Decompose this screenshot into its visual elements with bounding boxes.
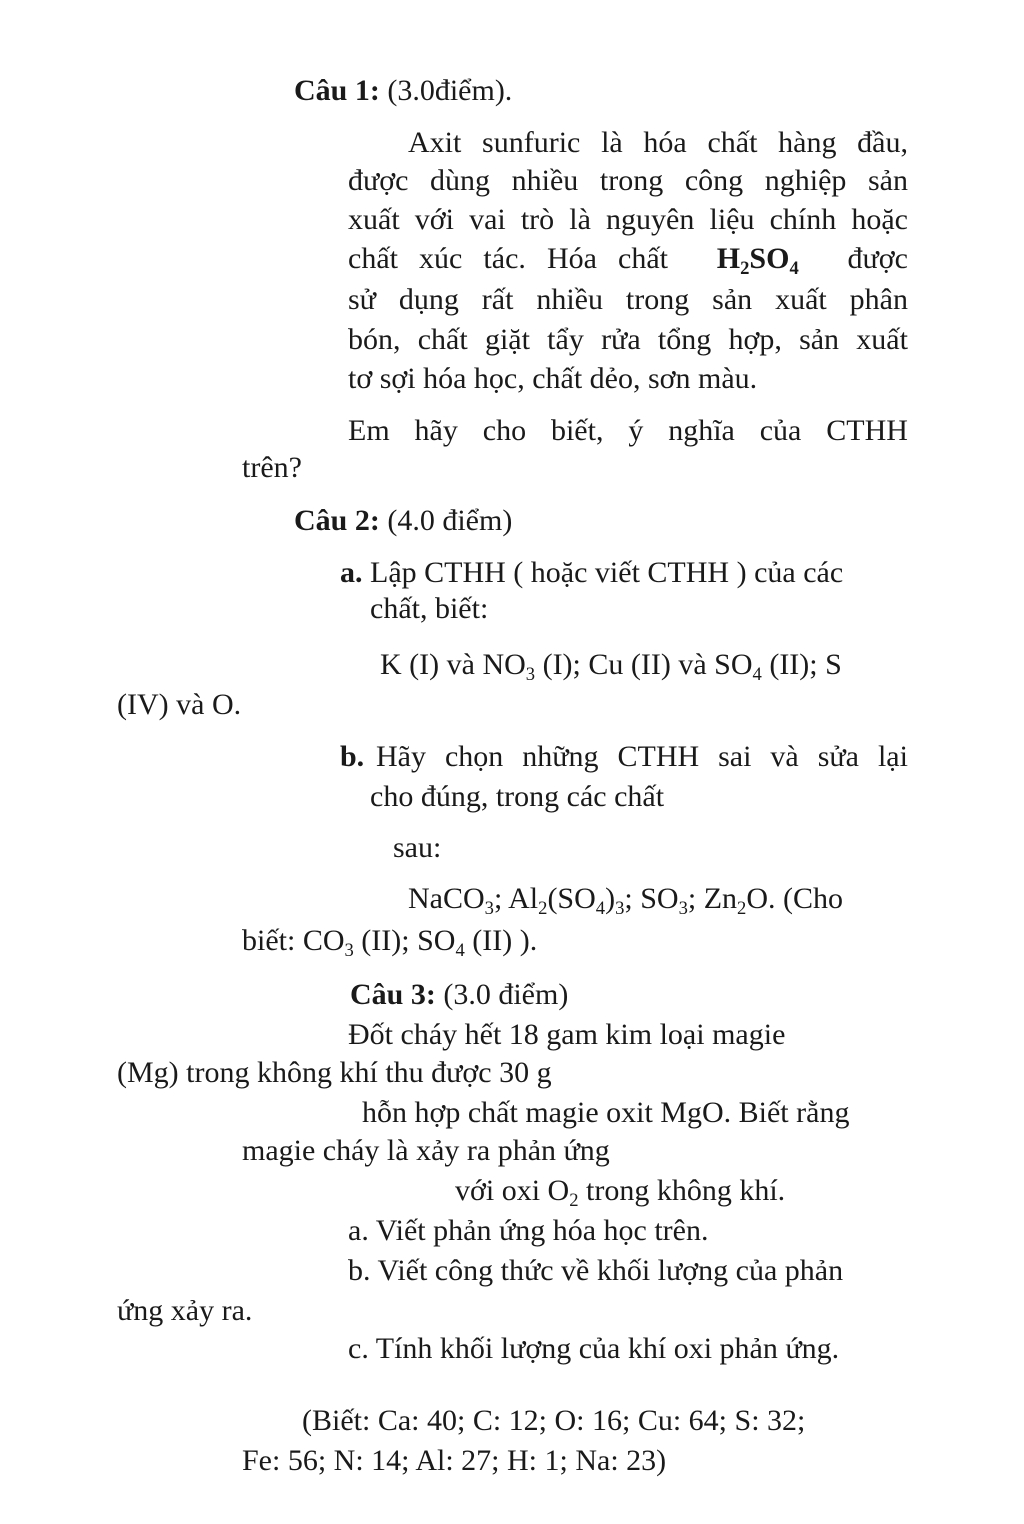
q1-word: công xyxy=(684,164,744,197)
q2-b-line-2: cho đúng, trong các chất xyxy=(370,780,665,813)
q3-part-c: c. Tính khối lượng của khí oxi phản ứng. xyxy=(348,1332,840,1365)
q1-word: chất xyxy=(348,242,398,275)
q1-word: xuất xyxy=(348,203,400,236)
q1-word: giặt xyxy=(484,323,530,356)
q1-word: tẩy xyxy=(547,323,584,356)
q1-after-formula: được xyxy=(847,242,908,275)
q3-line-3: hỗn hợp chất magie oxit MgO. Biết rằng xyxy=(362,1096,850,1129)
q1-word: sản xyxy=(712,283,753,316)
q1-word: trò xyxy=(520,203,555,236)
q1-word: đầu, xyxy=(857,126,908,159)
q1-word: xuất xyxy=(775,283,827,316)
q3-part-a: a. Viết phản ứng hóa học trên. xyxy=(348,1214,709,1247)
q1-question-word: biết, xyxy=(550,414,604,447)
q1-question-word: CTHH xyxy=(826,414,908,447)
q3-line-5: với oxi $O_2$ trong không khí. xyxy=(455,1174,786,1211)
q1-word: hoặc xyxy=(851,203,908,236)
q1-line-3 xyxy=(348,205,908,235)
q2-label: Câu 2: xyxy=(294,504,380,537)
q1-question-word: hãy xyxy=(414,414,458,447)
q2-b-words xyxy=(376,742,908,772)
q2-b-note: biết: $CO_3$ (II); $SO_4$ (II) ). xyxy=(242,924,538,961)
q1-word: xuất xyxy=(856,323,908,356)
q2-b-word: sửa xyxy=(817,740,859,773)
atomic-masses-line-1: (Biết: Ca: 40; C: 12; O: 16; Cu: 64; S: 32; xyxy=(302,1404,806,1437)
q1-word: rửa xyxy=(601,323,641,356)
q1-word: sản xyxy=(867,164,908,197)
q3-part-b: b. Viết công thức về khối lượng của phản xyxy=(348,1254,844,1287)
q1-word: trong xyxy=(599,164,664,197)
q2-b-word: lại xyxy=(877,740,908,773)
q1-word: nhiều xyxy=(511,164,579,197)
q1-line-7: tơ sợi hóa học, chất dẻo, sơn màu. xyxy=(348,362,758,395)
q1-word: dụng xyxy=(398,283,459,316)
q3-line-4: magie cháy là xảy ra phản ứng xyxy=(242,1134,610,1167)
q1-line-formula xyxy=(348,242,908,279)
q1-word: nhiều xyxy=(536,283,603,316)
q2-b-list: NaCO$_3$; $Al_2(SO_4)_3$; $SO_3$; $Zn_2O$. (Cho xyxy=(408,882,843,919)
q1-formula: $H_2SO_4$ xyxy=(716,242,799,279)
q2-b-line-3: sau: xyxy=(393,831,442,864)
q1-word: Hóa xyxy=(546,242,597,275)
q1-word: xúc xyxy=(419,242,463,275)
q1-question-end: trên? xyxy=(242,451,302,484)
q1-line-2 xyxy=(348,166,908,196)
q2-b-word: chọn xyxy=(444,740,504,773)
q1-question-word: của xyxy=(759,414,802,447)
q1-word: sunfuric xyxy=(482,126,581,159)
q1-word: sử xyxy=(348,283,376,316)
q3-part-b-end: ứng xảy ra. xyxy=(117,1294,253,1327)
q1-word: với xyxy=(414,203,454,236)
q1-word: tổng xyxy=(657,323,712,356)
q2-a-given-end: (IV) và O. xyxy=(117,688,242,721)
q3-points: (3.0 điểm) xyxy=(443,978,569,1011)
q2-b-line-1 xyxy=(340,742,908,772)
q3-label: Câu 3: xyxy=(350,978,436,1011)
q1-word: chất xyxy=(417,323,468,356)
q1-word: được xyxy=(348,164,409,197)
q1-question-word: nghĩa xyxy=(668,414,735,447)
q2-heading xyxy=(294,506,512,536)
q1-points: (3.0điểm). xyxy=(387,74,513,107)
q2-points: (4.0 điểm) xyxy=(387,504,513,537)
q1-question-word: Em xyxy=(348,414,390,447)
q1-line-6 xyxy=(348,325,908,355)
q2-b-word: những xyxy=(522,740,599,773)
q2-a-line-2: chất, biết: xyxy=(370,592,489,625)
q1-heading xyxy=(294,76,512,106)
q1-word: nguyên xyxy=(606,203,695,236)
q2-b-word: Hãy xyxy=(376,740,426,773)
q1-word: hợp, xyxy=(728,323,782,356)
q1-word: dùng xyxy=(430,164,491,197)
q1-line-4-words xyxy=(348,244,668,274)
q1-word: rất xyxy=(481,283,514,316)
q2-b-label: b. xyxy=(340,740,365,773)
q1-label: Câu 1: xyxy=(294,74,380,107)
q1-question xyxy=(348,416,908,446)
q1-word: nghiệp xyxy=(764,164,847,197)
q1-word: là xyxy=(569,203,591,236)
q1-word: vai xyxy=(469,203,506,236)
q1-word: là xyxy=(601,126,623,159)
q1-word: phân xyxy=(849,283,908,316)
q1-word: trong xyxy=(625,283,690,316)
q1-word: liệu xyxy=(709,203,755,236)
q3-heading xyxy=(350,980,568,1010)
q1-word: chất xyxy=(707,126,758,159)
q2-a-given: K (I) và $NO_3$ (I); Cu (II) và $SO_4$ (II); S xyxy=(380,648,842,685)
q3-line-1: Đốt cháy hết 18 gam kim loại magie xyxy=(348,1018,786,1051)
atomic-masses-line-2: Fe: 56; N: 14; Al: 27; H: 1; Na: 23) xyxy=(242,1444,667,1477)
q1-word: chất xyxy=(618,242,668,275)
q1-question-word: ý xyxy=(628,414,644,447)
q1-line-1 xyxy=(408,128,908,158)
q1-word: tác. xyxy=(483,242,526,275)
q2-a-line-1 xyxy=(340,558,843,588)
q1-word: hóa xyxy=(643,126,687,159)
q1-word: Axit xyxy=(408,126,462,159)
q3-line-2: (Mg) trong không khí thu được 30 g xyxy=(117,1056,552,1089)
q2-a-label: a. xyxy=(340,556,363,589)
q1-question-word: cho xyxy=(482,414,527,447)
q1-word: bón, xyxy=(348,323,401,356)
q2-b-word: và xyxy=(770,740,799,773)
q1-word: sản xyxy=(799,323,840,356)
q1-word: hàng xyxy=(778,126,837,159)
q1-word: chính xyxy=(769,203,837,236)
q2-b-word: sai xyxy=(718,740,752,773)
q2-b-word: CTHH xyxy=(617,740,700,773)
q2-a-text: Lập CTHH ( hoặc viết CTHH ) của các xyxy=(370,556,844,589)
q1-line-5 xyxy=(348,285,908,315)
